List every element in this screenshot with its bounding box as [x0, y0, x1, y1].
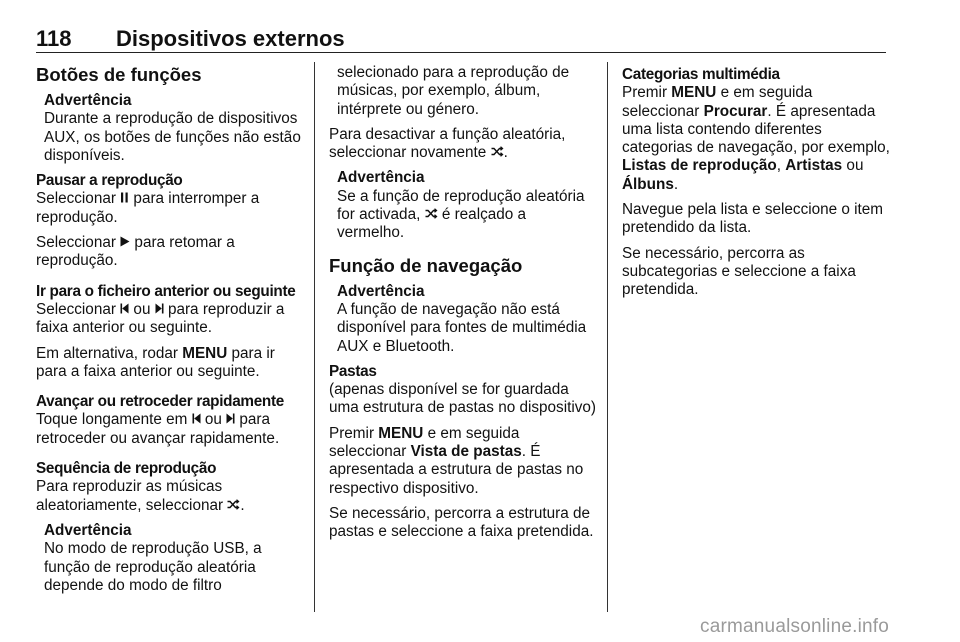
note-aux: [44, 92, 304, 165]
paragraph-resume: Seleccionar para retomar a reprodução.: [36, 234, 235, 270]
previous-track-icon: [192, 411, 201, 429]
note-usb-shuffle: [44, 522, 304, 595]
watermark: carmanualsonline.info: [700, 616, 890, 637]
paragraph-skip: Seleccionar ou para reproduzir a faixa anterior ou seguinte.: [36, 300, 285, 337]
paragraph-folders-menu: Premir MENU e em seguida seleccionar Vista de pastas. É apresentada a estrutura de pastas no respectivo dispositivo.: [329, 424, 584, 497]
note-title: Advertência: [44, 521, 132, 539]
note-text: No modo de reprodução USB, a função de reprodução aleatória depende do modo de filtro: [44, 540, 262, 594]
column-divider-1: [314, 62, 315, 612]
paragraph-shuffle: Para reproduzir as músicas aleatoriamente, seleccionar .: [36, 478, 245, 514]
note-navigation: [337, 283, 597, 356]
subheading-media-categories: Categorias multimédia: [622, 66, 780, 83]
note-text: A função de navegação não está disponível para fontes de multimédia AUX e Bluetooth.: [337, 300, 587, 355]
previous-track-icon: [120, 301, 129, 319]
column-1: [36, 64, 304, 602]
next-track-icon: [226, 411, 235, 429]
paragraph-browse-subcategories: Se necessário, percorra as subcategorias e seleccione a faixa pretendida.: [622, 244, 856, 299]
column-3: [622, 64, 890, 307]
paragraph-folders-browse: Se necessário, percorra a estrutura de pastas e seleccione a faixa pretendida.: [329, 504, 594, 541]
subheading-pause: Pausar a reprodução: [36, 172, 183, 190]
page-number: 118: [36, 26, 72, 51]
page-title: Dispositivos externos: [116, 26, 345, 51]
shuffle-icon: [425, 206, 438, 224]
note-usb-shuffle-continued: selecionado para a reprodução de músicas, por exemplo, álbum, intérprete ou género.: [337, 64, 570, 118]
subheading-skip: Ir para o ficheiro anterior ou seguinte: [36, 282, 296, 300]
column-divider-2: [607, 62, 608, 612]
shuffle-icon: [491, 144, 504, 162]
note-title: Advertência: [337, 169, 425, 187]
section-title-navigation: Função de navegação: [329, 254, 523, 276]
section-title-function-buttons: Botões de funções: [36, 64, 202, 85]
subheading-seek: Avançar ou retroceder rapidamente: [36, 393, 284, 411]
paragraph-menu-skip: Em alternativa, rodar MENU para ir para a faixa anterior ou seguinte.: [36, 344, 275, 380]
note-title: Advertência: [44, 92, 132, 109]
column-2: [329, 64, 597, 549]
shuffle-icon: [227, 497, 240, 515]
note-text: Durante a reprodução de dispositivos AUX, os botões de funções não estão disponíveis.: [44, 110, 301, 164]
header-rule: [36, 52, 886, 53]
play-icon: [120, 234, 130, 252]
paragraph-folders-availability: (apenas disponível se for guardada uma estrutura de pastas no dispositivo): [329, 381, 596, 417]
subheading-shuffle: Sequência de reprodução: [36, 460, 217, 478]
paragraph-deactivate-shuffle: Para desactivar a função aleatória, seleccionar novamente .: [329, 125, 566, 162]
pause-icon: [120, 190, 129, 208]
subheading-folders: Pastas: [329, 362, 377, 380]
page-header: [36, 26, 886, 52]
paragraph-pause: Seleccionar para interromper a reprodução.: [36, 190, 260, 226]
next-track-icon: [155, 301, 164, 319]
note-shuffle-highlight: [337, 169, 597, 242]
note-title: Advertência: [337, 282, 425, 300]
paragraph-categories-menu: Premir MENU e em seguida seleccionar Procurar. É apresentada uma lista contendo diferentes categorias de navegação, por exemplo, Listas de reprodução, Artistas ou Álbuns.: [622, 84, 890, 193]
paragraph-browse-list: Navegue pela lista e seleccione o item pretendido da lista.: [622, 201, 884, 237]
note-text: Se a função de reprodução aleatória for activada, é realçado a vermelho.: [337, 187, 585, 242]
paragraph-seek: Toque longamente em ou para retroceder ou avançar rapidamente.: [36, 411, 280, 447]
